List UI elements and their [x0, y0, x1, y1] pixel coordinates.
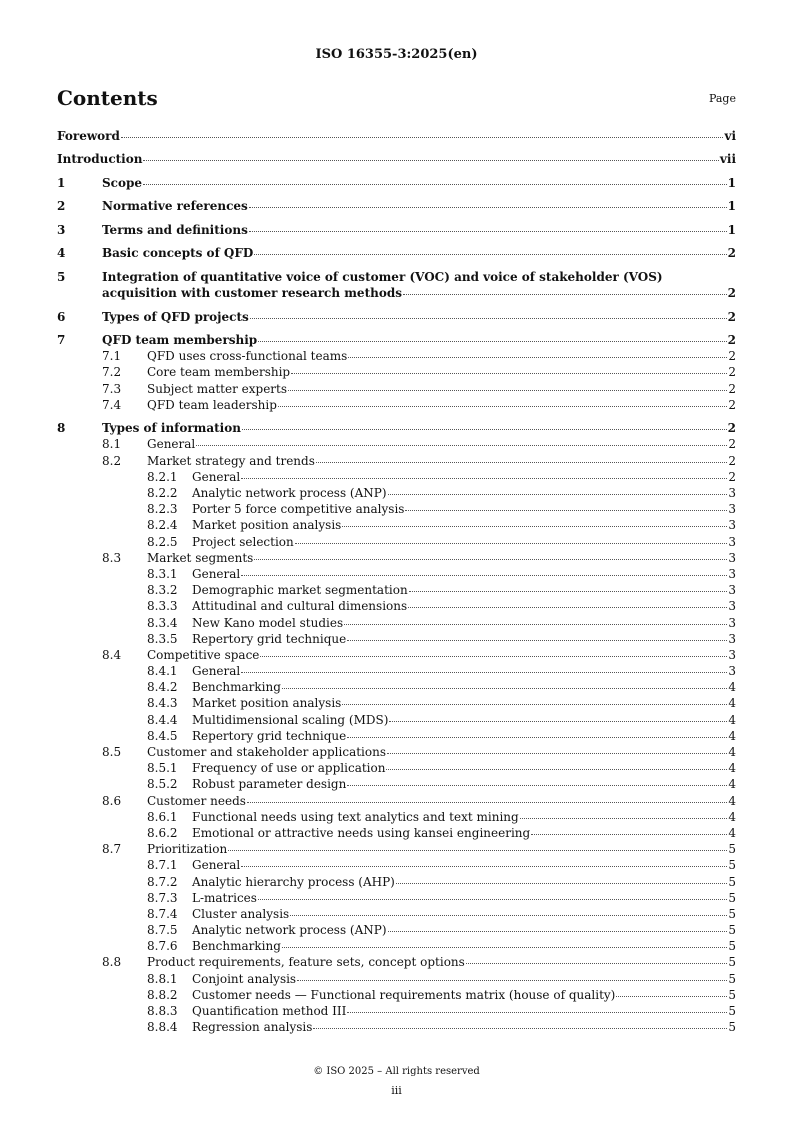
toc-dot-leader	[405, 510, 727, 511]
toc-dot-leader	[282, 688, 727, 689]
toc-entry-page: 2	[728, 453, 736, 468]
toc-entry[interactable]	[57, 436, 736, 452]
toc-entry-number: 8.3.5	[147, 631, 178, 646]
toc-entry[interactable]	[57, 695, 736, 711]
toc-entry[interactable]	[57, 631, 736, 647]
toc-entry-page: 4	[728, 793, 736, 808]
toc-dot-leader	[616, 996, 727, 997]
toc-entry-number: 7	[57, 333, 66, 348]
toc-entry-number: 8.2.1	[147, 469, 178, 484]
toc-dot-leader	[347, 640, 727, 641]
toc-entry-title: Demographic market segmentation	[192, 583, 408, 598]
toc-entry[interactable]	[57, 469, 736, 485]
toc-dot-leader	[143, 184, 727, 185]
toc-entry-title: Market segments	[147, 550, 254, 565]
toc-dot-leader	[290, 915, 727, 916]
toc-dot-leader	[254, 559, 727, 560]
toc-entry-title: Analytic network process (ANP)	[192, 486, 387, 501]
toc-dot-leader	[342, 526, 727, 527]
toc-entry-title: Repertory grid technique	[192, 631, 347, 646]
toc-entry-number: 8.7.1	[147, 858, 178, 873]
toc-entry-title: Basic concepts of QFD	[102, 246, 254, 261]
toc-entry-number: 7.3	[102, 381, 122, 396]
toc-entry-page: 4	[728, 825, 736, 840]
toc-entry-number: 5	[57, 269, 66, 284]
toc-entry-page: 5	[728, 890, 736, 905]
toc-entry-title: Repertory grid technique	[192, 728, 347, 743]
table-of-contents	[57, 128, 736, 1035]
toc-entry-page: 3	[728, 664, 736, 679]
toc-entry-title: Customer needs — Functional requirements matrix (house of quality)	[192, 987, 616, 1002]
toc-entry-number: 4	[57, 246, 66, 261]
page-title: Contents	[57, 86, 158, 110]
toc-dot-leader	[347, 737, 727, 738]
toc-entry-page: 5	[728, 939, 736, 954]
toc-entry-title: Robust parameter design	[192, 777, 347, 792]
toc-entry-page: 5	[728, 858, 736, 873]
toc-entry[interactable]	[57, 501, 736, 517]
toc-entry-number: 8.8.4	[147, 1020, 178, 1035]
toc-entry-page: 3	[728, 647, 736, 662]
toc-entry-title: Market position analysis	[192, 518, 342, 533]
toc-entry-number: 8	[57, 421, 66, 436]
toc-entry-number: 8.5.1	[147, 761, 178, 776]
toc-entry[interactable]	[57, 453, 736, 469]
toc-entry[interactable]	[57, 332, 736, 348]
toc-dot-leader	[249, 207, 727, 208]
toc-entry[interactable]	[57, 890, 736, 906]
toc-entry-title: Conjoint analysis	[192, 971, 297, 986]
toc-entry-title: Analytic network process (ANP)	[192, 923, 387, 938]
toc-entry-number: 8.4	[102, 647, 122, 662]
toc-entry[interactable]	[57, 566, 736, 582]
toc-entry-title: Market position analysis	[192, 696, 342, 711]
toc-entry-number: 8.2.4	[147, 518, 178, 533]
toc-entry-title: Quantification method III	[192, 1004, 347, 1019]
toc-entry-number: 8.3.3	[147, 599, 178, 614]
toc-entry-page: 5	[728, 906, 736, 921]
toc-entry-title: Subject matter experts	[147, 381, 288, 396]
toc-entry-page: 3	[728, 486, 736, 501]
toc-entry-page: 4	[728, 680, 736, 695]
toc-entry-number: 8.6	[102, 793, 122, 808]
toc-entry-number: 8.2.5	[147, 534, 178, 549]
toc-entry-page: 3	[728, 599, 736, 614]
toc-dot-leader	[388, 494, 728, 495]
toc-entry-page: 4	[728, 745, 736, 760]
toc-entry-number: 7.4	[102, 397, 122, 412]
toc-entry-page: 1	[727, 199, 736, 214]
toc-entry-page: vii	[719, 152, 736, 167]
toc-entry-page: 4	[728, 712, 736, 727]
toc-entry-page: 2	[728, 437, 736, 452]
toc-entry-title: Terms and definitions	[102, 222, 248, 237]
toc-entry[interactable]	[57, 987, 736, 1003]
toc-entry[interactable]	[57, 809, 736, 825]
toc-dot-leader	[403, 294, 727, 295]
toc-entry-number: 8.6.2	[147, 825, 178, 840]
toc-entry-number: 1	[57, 175, 66, 190]
toc-dot-leader	[316, 462, 727, 463]
toc-entry[interactable]	[57, 348, 736, 364]
toc-entry[interactable]	[57, 269, 736, 301]
toc-entry[interactable]	[57, 534, 736, 550]
toc-entry-number: 8.4.1	[147, 664, 178, 679]
toc-entry-title: Core team membership	[147, 365, 291, 380]
toc-entry[interactable]	[57, 728, 736, 744]
toc-entry-number: 8.4.5	[147, 728, 178, 743]
toc-entry-page: 2	[727, 246, 736, 261]
toc-entry-page: 2	[728, 349, 736, 364]
toc-entry[interactable]	[57, 582, 736, 598]
toc-entry[interactable]	[57, 679, 736, 695]
toc-entry[interactable]	[57, 825, 736, 841]
toc-entry[interactable]	[57, 954, 736, 970]
toc-entry-page: 3	[728, 615, 736, 630]
toc-entry[interactable]	[57, 776, 736, 792]
toc-entry-page: 1	[727, 222, 736, 237]
toc-entry-number: 8.4.4	[147, 712, 178, 727]
document-header: ISO 16355-3:2025(en)	[315, 47, 478, 62]
toc-entry-page: 4	[728, 809, 736, 824]
toc-entry[interactable]	[57, 175, 736, 191]
toc-entry-title: Foreword	[57, 129, 120, 143]
toc-entry-title: Scope	[102, 175, 143, 190]
toc-dot-leader	[408, 607, 727, 608]
toc-entry-title: General	[192, 566, 241, 581]
toc-entry-title: QFD uses cross-functional teams	[147, 349, 348, 364]
toc-entry-number: 8.8	[102, 955, 122, 970]
toc-dot-leader	[249, 231, 727, 232]
toc-entry-title: New Kano model studies	[192, 615, 344, 630]
toc-entry[interactable]	[57, 420, 736, 436]
toc-dot-leader	[347, 785, 727, 786]
footer-page-number: iii	[391, 1084, 402, 1097]
toc-entry-number: 8.3.4	[147, 615, 178, 630]
toc-entry[interactable]	[57, 198, 736, 214]
toc-entry[interactable]	[57, 615, 736, 631]
toc-entry-line	[57, 285, 736, 301]
toc-entry-title: Frequency of use or application	[192, 761, 386, 776]
toc-dot-leader	[389, 721, 727, 722]
toc-entry-page: 2	[728, 397, 736, 412]
toc-entry-line	[57, 269, 736, 285]
toc-entry-number: 8.7.5	[147, 923, 178, 938]
toc-dot-leader	[254, 254, 726, 255]
toc-entry-title: General	[192, 469, 241, 484]
toc-dot-leader	[297, 980, 727, 981]
toc-entry-page: 2	[728, 381, 736, 396]
toc-entry-title: QFD team membership	[102, 333, 258, 348]
toc-dot-leader	[347, 1012, 727, 1013]
toc-entry[interactable]	[57, 222, 736, 238]
toc-entry-page: 3	[728, 631, 736, 646]
toc-entry-title: Customer needs	[147, 793, 246, 808]
toc-entry-page: 3	[728, 534, 736, 549]
toc-dot-leader	[291, 373, 727, 374]
toc-entry-page: 3	[728, 502, 736, 517]
footer-copyright: © ISO 2025 – All rights reserved	[313, 1066, 480, 1077]
page-column-label: Page	[708, 92, 736, 105]
toc-dot-leader	[386, 769, 727, 770]
toc-dot-leader	[288, 390, 727, 391]
toc-entry[interactable]	[57, 793, 736, 809]
toc-entry-page: vi	[724, 129, 736, 143]
toc-entry-title: Prioritization	[147, 842, 228, 857]
toc-entry-title: QFD team leadership	[147, 397, 277, 412]
toc-dot-leader	[466, 963, 728, 964]
toc-entry[interactable]	[57, 857, 736, 873]
toc-entry[interactable]	[57, 647, 736, 663]
toc-entry[interactable]	[57, 712, 736, 728]
toc-entry-page: 5	[728, 874, 736, 889]
toc-entry-title: Introduction	[57, 152, 143, 167]
toc-entry-page: 5	[728, 955, 736, 970]
toc-entry-number: 8.1	[102, 437, 122, 452]
toc-entry[interactable]	[57, 1019, 736, 1035]
toc-entry-page: 4	[728, 696, 736, 711]
toc-entry-page: 2	[727, 286, 736, 301]
toc-entry-title: Emotional or attractive needs using kansei engineering	[192, 825, 531, 840]
toc-dot-leader	[241, 575, 727, 576]
toc-entry-title: Benchmarking	[192, 939, 281, 954]
toc-entry-page: 3	[728, 518, 736, 533]
toc-entry-title-continued: acquisition with customer research methods	[102, 286, 402, 301]
toc-entry-page: 2	[727, 421, 736, 436]
toc-entry-title: Project selection	[192, 534, 294, 549]
toc-entry-page: 5	[728, 987, 736, 1002]
toc-entry[interactable]	[57, 245, 736, 261]
toc-entry-title: Cluster analysis	[192, 906, 290, 921]
toc-dot-leader	[241, 672, 727, 673]
toc-entry-number: 8.3.1	[147, 566, 178, 581]
toc-dot-leader	[196, 445, 727, 446]
toc-entry-page: 3	[728, 566, 736, 581]
toc-entry-title: Attitudinal and cultural dimensions	[192, 599, 408, 614]
toc-entry-page: 3	[728, 550, 736, 565]
toc-dot-leader	[121, 137, 724, 138]
toc-entry-page: 4	[728, 761, 736, 776]
toc-entry[interactable]	[57, 971, 736, 987]
toc-entry[interactable]	[57, 364, 736, 380]
toc-dot-leader	[241, 866, 727, 867]
toc-entry-number: 8.7.6	[147, 939, 178, 954]
toc-dot-leader	[295, 543, 728, 544]
toc-dot-leader	[228, 850, 727, 851]
toc-entry-title: Types of information	[102, 421, 241, 436]
toc-entry-number: 6	[57, 309, 66, 324]
toc-dot-leader	[409, 591, 728, 592]
toc-entry-number: 8.6.1	[147, 809, 178, 824]
toc-entry-title: Regression analysis	[192, 1020, 313, 1035]
toc-entry-number: 8.7.2	[147, 874, 178, 889]
toc-entry-page: 2	[728, 365, 736, 380]
toc-entry-number: 8.2	[102, 453, 122, 468]
toc-dot-leader	[242, 429, 727, 430]
toc-entry-number: 8.8.3	[147, 1004, 178, 1019]
toc-entry-number: 8.7	[102, 842, 122, 857]
toc-dot-leader	[241, 478, 727, 479]
toc-entry-title: L-matrices	[192, 890, 257, 905]
toc-dot-leader	[260, 656, 727, 657]
toc-entry-number: 8.8.2	[147, 987, 178, 1002]
toc-entry[interactable]	[57, 1003, 736, 1019]
toc-entry-page: 2	[728, 469, 736, 484]
toc-entry[interactable]	[57, 550, 736, 566]
toc-dot-leader	[143, 160, 718, 161]
toc-entry-page: 2	[727, 309, 736, 324]
toc-entry[interactable]	[57, 663, 736, 679]
toc-entry-title: General	[192, 664, 241, 679]
toc-entry-number: 3	[57, 222, 66, 237]
toc-entry-title: Types of QFD projects	[102, 309, 249, 324]
toc-dot-leader	[388, 931, 728, 932]
toc-entry-page: 2	[727, 333, 736, 348]
toc-dot-leader	[247, 802, 727, 803]
toc-entry[interactable]	[57, 841, 736, 857]
toc-entry[interactable]	[57, 598, 736, 614]
toc-entry-title: Product requirements, feature sets, concept options	[147, 955, 465, 970]
toc-dot-leader	[258, 341, 726, 342]
toc-dot-leader	[348, 357, 727, 358]
toc-entry-number: 2	[57, 199, 66, 214]
toc-entry-page: 5	[728, 1020, 736, 1035]
toc-entry[interactable]	[57, 744, 736, 760]
toc-entry-title: Integration of quantitative voice of customer (VOC) and voice of stakeholder (VOS)	[102, 269, 663, 284]
toc-dot-leader	[342, 704, 727, 705]
toc-entry[interactable]	[57, 151, 736, 167]
toc-entry-title: Normative references	[102, 199, 248, 214]
toc-entry-title: Benchmarking	[192, 680, 281, 695]
toc-dot-leader	[258, 899, 727, 900]
toc-dot-leader	[278, 406, 727, 407]
toc-dot-leader	[396, 883, 727, 884]
toc-dot-leader	[520, 818, 728, 819]
toc-entry[interactable]	[57, 309, 736, 325]
toc-entry-title: Porter 5 force competitive analysis	[192, 502, 405, 517]
toc-entry-number: 8.8.1	[147, 971, 178, 986]
toc-entry[interactable]	[57, 874, 736, 890]
toc-entry-page: 3	[728, 583, 736, 598]
toc-entry-title: Analytic hierarchy process (AHP)	[192, 874, 395, 889]
toc-entry-number: 7.1	[102, 349, 122, 364]
toc-entry-page: 5	[728, 923, 736, 938]
toc-entry[interactable]	[57, 517, 736, 533]
toc-entry-number: 8.7.3	[147, 890, 178, 905]
toc-entry-number: 8.4.3	[147, 696, 178, 711]
toc-dot-leader	[282, 947, 727, 948]
toc-entry-number: 8.2.3	[147, 502, 178, 517]
toc-entry-title: Customer and stakeholder applications	[147, 745, 386, 760]
toc-entry-number: 8.5	[102, 745, 122, 760]
toc-entry-page: 4	[728, 728, 736, 743]
toc-entry-page: 5	[728, 842, 736, 857]
toc-entry-title: Competitive space	[147, 647, 260, 662]
toc-entry-number: 8.3	[102, 550, 122, 565]
toc-entry[interactable]	[57, 938, 736, 954]
toc-entry-title: General	[192, 858, 241, 873]
toc-entry-title: Multidimensional scaling (MDS)	[192, 712, 389, 727]
toc-dot-leader	[531, 834, 727, 835]
toc-dot-leader	[250, 318, 727, 319]
toc-entry[interactable]	[57, 760, 736, 776]
toc-entry-number: 7.2	[102, 365, 122, 380]
toc-entry-title: Market strategy and trends	[147, 453, 315, 468]
toc-entry-page: 1	[727, 175, 736, 190]
toc-entry[interactable]	[57, 128, 736, 144]
toc-entry-page: 5	[728, 1004, 736, 1019]
toc-dot-leader	[344, 624, 727, 625]
toc-entry-number: 8.5.2	[147, 777, 178, 792]
toc-dot-leader	[313, 1028, 727, 1029]
toc-entry-number: 8.2.2	[147, 486, 178, 501]
toc-entry-page: 5	[728, 971, 736, 986]
toc-entry[interactable]	[57, 906, 736, 922]
toc-entry[interactable]	[57, 381, 736, 397]
toc-entry-number: 8.7.4	[147, 906, 178, 921]
toc-entry-page: 4	[728, 777, 736, 792]
toc-dot-leader	[387, 753, 727, 754]
toc-entry[interactable]	[57, 397, 736, 413]
toc-entry-number: 8.4.2	[147, 680, 178, 695]
toc-entry[interactable]	[57, 922, 736, 938]
toc-entry-number: 8.3.2	[147, 583, 178, 598]
toc-entry-title: Functional needs using text analytics and text mining	[192, 809, 519, 824]
toc-entry[interactable]	[57, 485, 736, 501]
toc-entry-title: General	[147, 437, 196, 452]
